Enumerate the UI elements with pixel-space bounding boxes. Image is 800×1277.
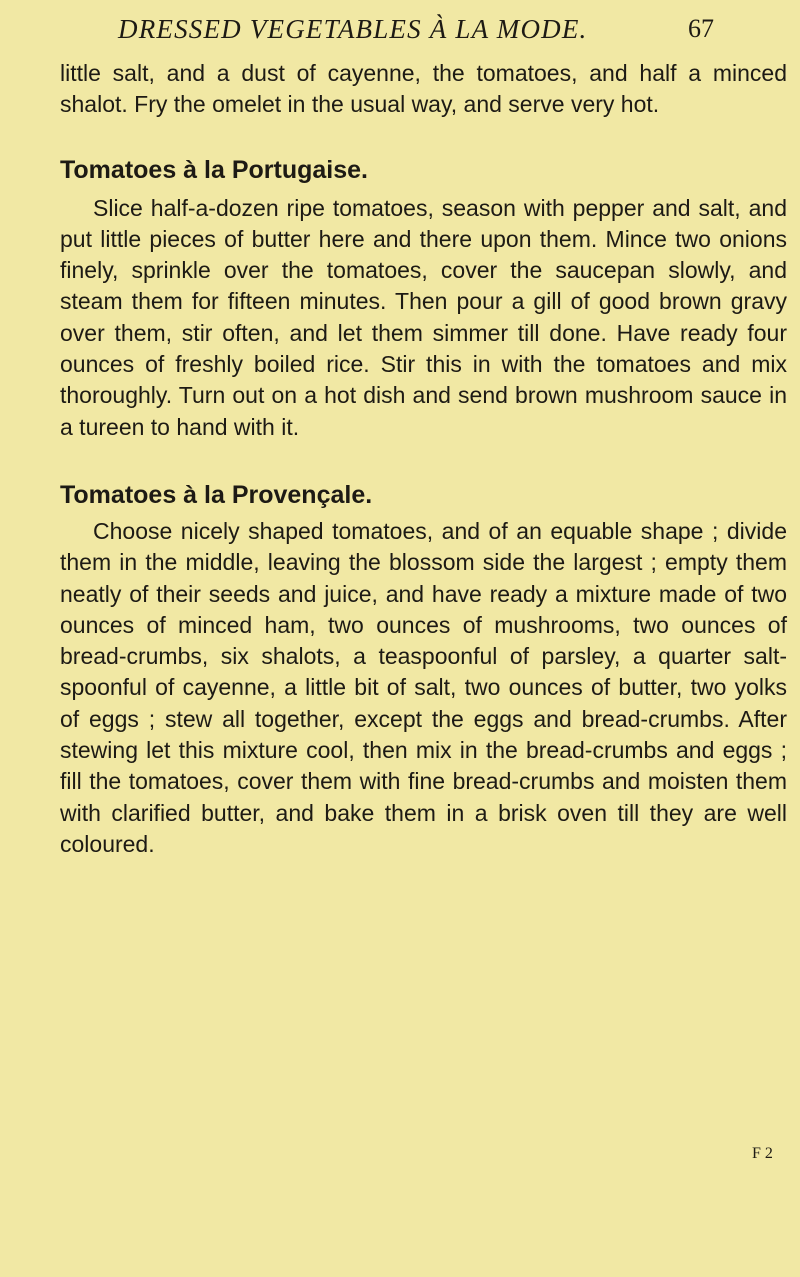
opening-paragraph: little salt, and a dust of cayenne, the tomatoes, and half a minced shalot. Fry the omelet in the usual way, and serve very hot.: [60, 60, 787, 118]
running-head: [60, 12, 800, 58]
book-page: [60, 12, 800, 860]
signature-mark: F 2: [752, 1145, 773, 1162]
recipe-text-provencale: Choose nicely shaped tomatoes, and of an equable shape ; divide them in the middle, leaving the blossom side the largest ; empty them neatly of their seeds and juice, and have ready a mixture made of two ounces of minced ham, two ounces of mushrooms, two ounces of bread-crumbs, six shalots, a teaspoonful of parsley, a quarter salt-spoonful of cayenne, a little bit of salt, two ounces of butter, two yolks of eggs ; stew all together, except the eggs and bread-crumbs. After stewing let this mixture cool, then mix in the bread-crumbs and eggs ; fill the tomatoes, cover them with fine bread-crumbs and moisten them with clarified butter, and bake them in a brisk oven till they are well coloured.: [60, 517, 787, 857]
recipe-title-provencale: Tomatoes à la Provençale.: [60, 480, 373, 509]
running-title: DRESSED VEGETABLES À LA MODE.: [118, 14, 588, 44]
recipe-text-portugaise: Slice half-a-dozen ripe tomatoes, season with pepper and salt, and put little pieces of butter here and there upon them. Mince two onions finely, sprinkle over the tomatoes, cover the saucepan slowly, and steam them for fifteen minutes. Then pour a gill of good brown gravy over them, stir often, and let them simmer till done. Have ready four ounces of freshly boiled rice. Stir this in with the tomatoes and mix thoroughly. Turn out on a hot dish and send brown mushroom sauce in a tureen to hand with it.: [60, 194, 787, 440]
recipe-title-portugaise: Tomatoes à la Portugaise.: [60, 155, 368, 184]
page-number: 67: [688, 14, 714, 43]
